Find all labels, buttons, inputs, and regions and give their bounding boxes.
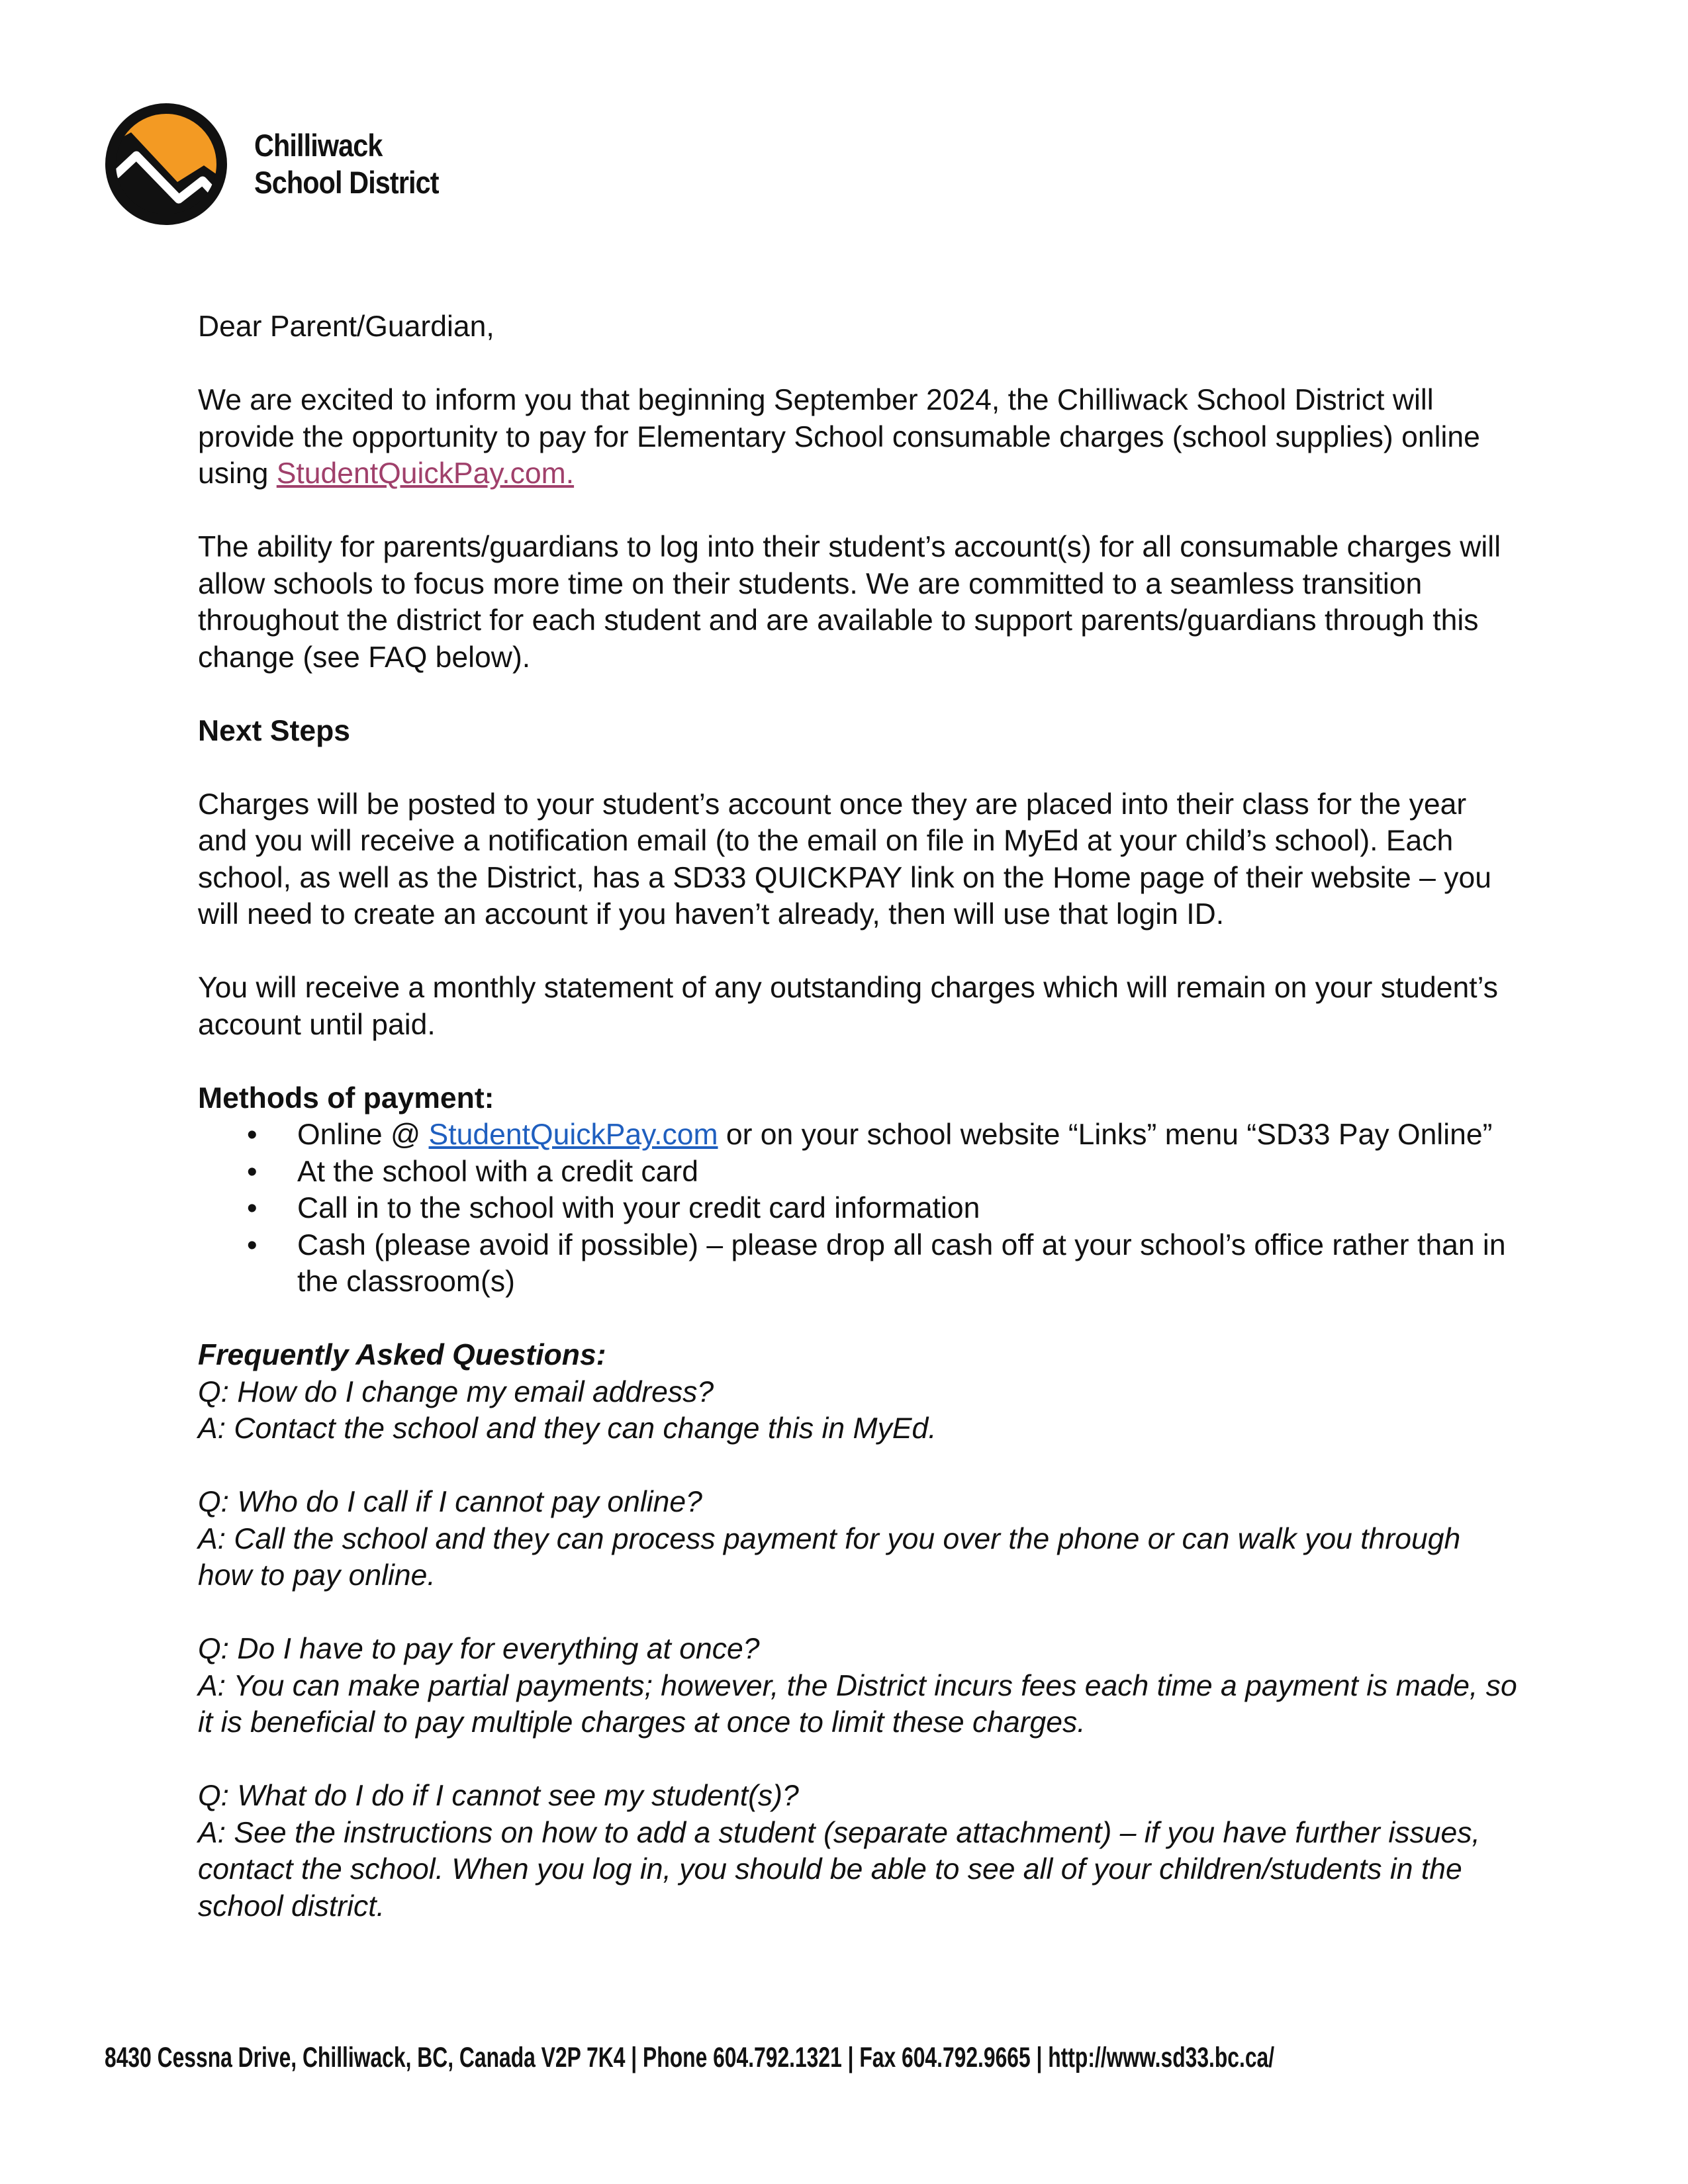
faq-question-3: Q: Do I have to pay for everything at once? — [198, 1633, 760, 1665]
faq-question-2: Q: Who do I call if I cannot pay online? — [198, 1486, 702, 1518]
logo-line-2: School District — [254, 165, 439, 200]
faq-section — [198, 1337, 1522, 1925]
bullet-icon: • — [247, 1155, 258, 1188]
logo-line-1: Chilliwack — [254, 128, 383, 163]
method-cash-text: Cash (please avoid if possible) – please drop all cash off at your school’s office rather than in the classroom(s) — [297, 1228, 1506, 1298]
next-steps-heading: Next Steps — [198, 714, 350, 747]
district-logo — [105, 103, 464, 226]
methods-heading: Methods of payment: — [198, 1081, 494, 1115]
faq-question-1: Q: How do I change my email address? — [198, 1375, 714, 1408]
intro-text: We are excited to inform you that beginning September 2024, the Chilliwack School District will provide the opportunity to pay for Elementary School consumable charges (school supplies) online using — [198, 384, 1480, 490]
district-logo-text — [254, 127, 439, 201]
method-phone — [198, 1190, 1522, 1227]
studentquickpay-link-intro[interactable]: StudentQuickPay.com. — [276, 457, 575, 490]
method-online-pre: Online @ — [297, 1118, 429, 1151]
salutation: Dear Parent/Guardian, — [198, 310, 494, 343]
bullet-icon: • — [247, 1192, 258, 1224]
bullet-icon: • — [247, 1228, 258, 1261]
method-credit-card — [198, 1154, 1522, 1191]
next-steps-paragraph: Charges will be posted to your student’s account once they are placed into their class for the year and you will receive a notification email (to the email on file in MyEd at your child’s school). Each school, as well as the District, has a SD33 QUICKPAY link on the Home page of their website – you will need to create an account if you haven’t already, then will use that login ID. — [198, 788, 1492, 931]
studentquickpay-link-methods[interactable]: StudentQuickPay.com — [428, 1118, 718, 1151]
accounts-paragraph: The ability for parents/guardians to log into their student’s account(s) for all consumable charges will allow schools to focus more time on their students. We are committed to a seamless transition throughout the district for each student and are available to support parents/guardians through this change (see FAQ below). — [198, 531, 1501, 674]
intro-paragraph — [198, 382, 1522, 492]
district-logo-icon — [105, 103, 228, 226]
faq-answer-4: A: See the instructions on how to add a student (separate attachment) – if you have further issues, contact the school. When you log in, you should be able to see all of your children/students in the school district. — [198, 1816, 1480, 1923]
letter-body — [198, 308, 1522, 1925]
bullet-icon: • — [247, 1118, 258, 1151]
method-phone-text: Call in to the school with your credit card information — [297, 1192, 980, 1224]
method-cash — [198, 1227, 1522, 1300]
method-online-post: or on your school website “Links” menu “SD33 Pay Online” — [718, 1118, 1493, 1151]
payment-methods-list — [198, 1116, 1522, 1300]
faq-answer-3: A: You can make partial payments; however, the District incurs fees each time a payment is made, so it is beneficial to pay multiple charges at once to limit these charges. — [198, 1669, 1517, 1739]
faq-answer-2: A: Call the school and they can process payment for you over the phone or can walk you through how to pay online. — [198, 1522, 1461, 1592]
footer-address: 8430 Cessna Drive, Chilliwack, BC, Canada V2P 7K4 | Phone 604.792.1321 | Fax 604.792.9665 | http://www.sd33.bc.ca/ — [105, 2042, 1275, 2073]
faq-answer-1: A: Contact the school and they can change this in MyEd. — [198, 1412, 937, 1445]
faq-question-4: Q: What do I do if I cannot see my student(s)? — [198, 1780, 799, 1812]
method-online — [198, 1116, 1522, 1154]
statement-paragraph: You will receive a monthly statement of any outstanding charges which will remain on your student’s account until paid. — [198, 972, 1498, 1041]
method-credit-card-text: At the school with a credit card — [297, 1155, 698, 1188]
faq-heading: Frequently Asked Questions: — [198, 1339, 606, 1371]
